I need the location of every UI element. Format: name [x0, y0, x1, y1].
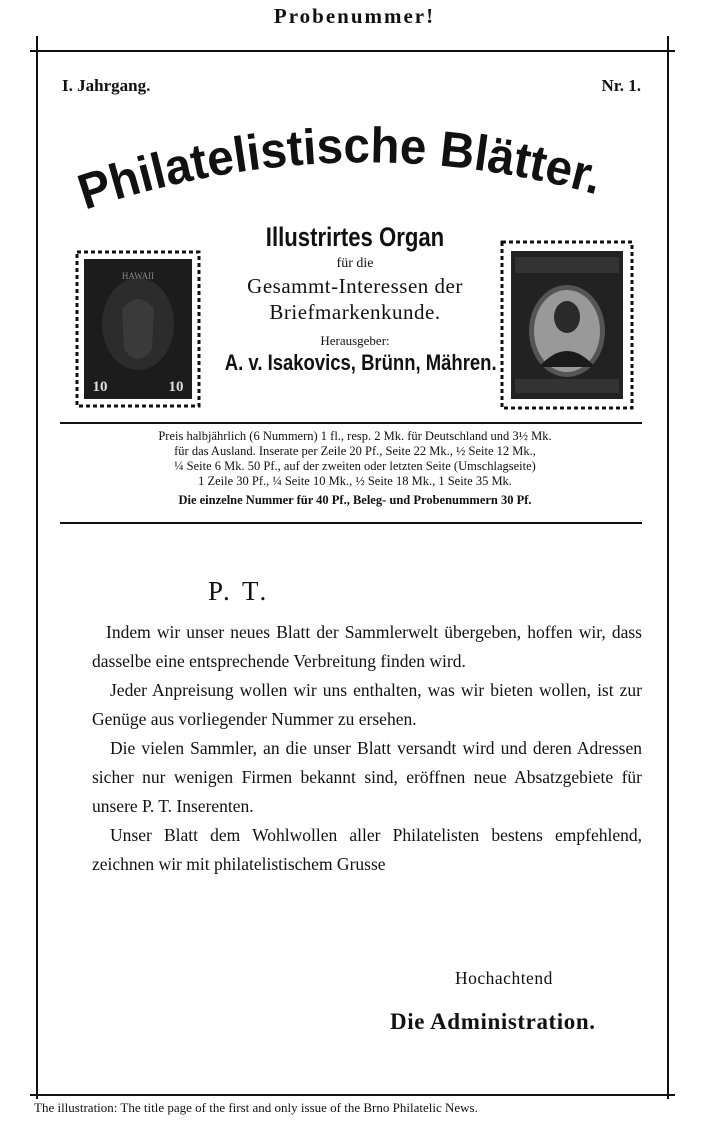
- jahrgang-label: I. Jahrgang.: [62, 76, 151, 95]
- stamp-value-left: 10: [92, 379, 108, 395]
- frame-left-line: [36, 36, 38, 1099]
- svg-text:Philatelistische Blätter.: [71, 117, 608, 220]
- organ-title: Illustrirtes Organ: [265, 222, 445, 252]
- closing-text: Hochachtend: [455, 968, 553, 988]
- portrait-stamp-image: [499, 239, 635, 411]
- salutation-heading: P. T.: [208, 576, 270, 606]
- illustration-caption: The illustration: The title page of the first and only issue of the Brno Philatelic News.: [34, 1100, 478, 1115]
- masthead-title-graphic: [40, 100, 660, 230]
- price-line: ¼ Seite 6 Mk. 50 Pf., auf der zweiten oder letzten Seite (Umschlagseite): [174, 459, 536, 473]
- stamp-country-text: HAWAII: [121, 271, 155, 281]
- frame-right-line: [667, 36, 669, 1099]
- header-rule: [60, 422, 642, 424]
- price-rule: [60, 522, 642, 524]
- price-information: [56, 429, 654, 508]
- subtitle-block: [200, 222, 510, 376]
- signature-text: Die Administration.: [390, 1009, 596, 1034]
- letter-paragraph: Indem wir unser neues Blatt der Sammlerwelt übergeben, hoffen wir, dass dasselbe eine entsprechende Verbreitung finden wird.: [92, 622, 642, 671]
- frame-top-line: [30, 50, 675, 52]
- briefmarkenkunde-text: Briefmarkenkunde.: [269, 300, 441, 324]
- fuer-die-text: für die: [336, 256, 374, 271]
- stamp-value-right: 10: [168, 379, 184, 395]
- probenummer-banner: Probenummer!: [273, 4, 436, 28]
- masthead: [40, 100, 660, 230]
- price-line: Preis halbjährlich (6 Nummern) 1 fl., resp. 2 Mk. für Deutschland und 3½ Mk.: [158, 429, 552, 443]
- price-line: für das Ausland. Inserate per Zeile 20 Pf., Seite 22 Mk., ½ Seite 12 Mk.,: [174, 444, 536, 458]
- herausgeber-label: Herausgeber:: [320, 333, 390, 348]
- letter-paragraph: Die vielen Sammler, an die unser Blatt versandt wird und deren Adressen sicher nur wenigen Firmen bekannt sind, eröffnen neue Absatzgebiete für unsere P. T. Inserenten.: [92, 738, 642, 816]
- price-line: 1 Zeile 30 Pf., ¼ Seite 10 Mk., ½ Seite 18 Mk., 1 Seite 35 Mk.: [198, 474, 512, 488]
- masthead-title: Philatelistische Blätter.: [71, 117, 610, 221]
- letter-body: [92, 618, 642, 879]
- price-line: Die einzelne Nummer für 40 Pf., Beleg- und Probenummern 30 Pf.: [178, 493, 532, 507]
- frame-bottom-line: [30, 1094, 675, 1096]
- letter-paragraph: Unser Blatt dem Wohlwollen aller Philatelisten bestens empfehlend, zeichnen wir mit philatelistischem Grusse: [92, 825, 642, 874]
- issue-number: Nr. 1.: [601, 76, 641, 95]
- hawaii-stamp-image: [74, 249, 202, 409]
- letter-paragraph: Jeder Anpreisung wollen wir uns enthalten, was wir bieten wollen, ist zur Genüge aus vorliegender Nummer zu ersehen.: [92, 680, 642, 729]
- publisher-name: A. v. Isakovics, Brünn, Mähren.: [224, 350, 497, 375]
- interessen-text: Gesammt-Interessen der: [247, 274, 463, 298]
